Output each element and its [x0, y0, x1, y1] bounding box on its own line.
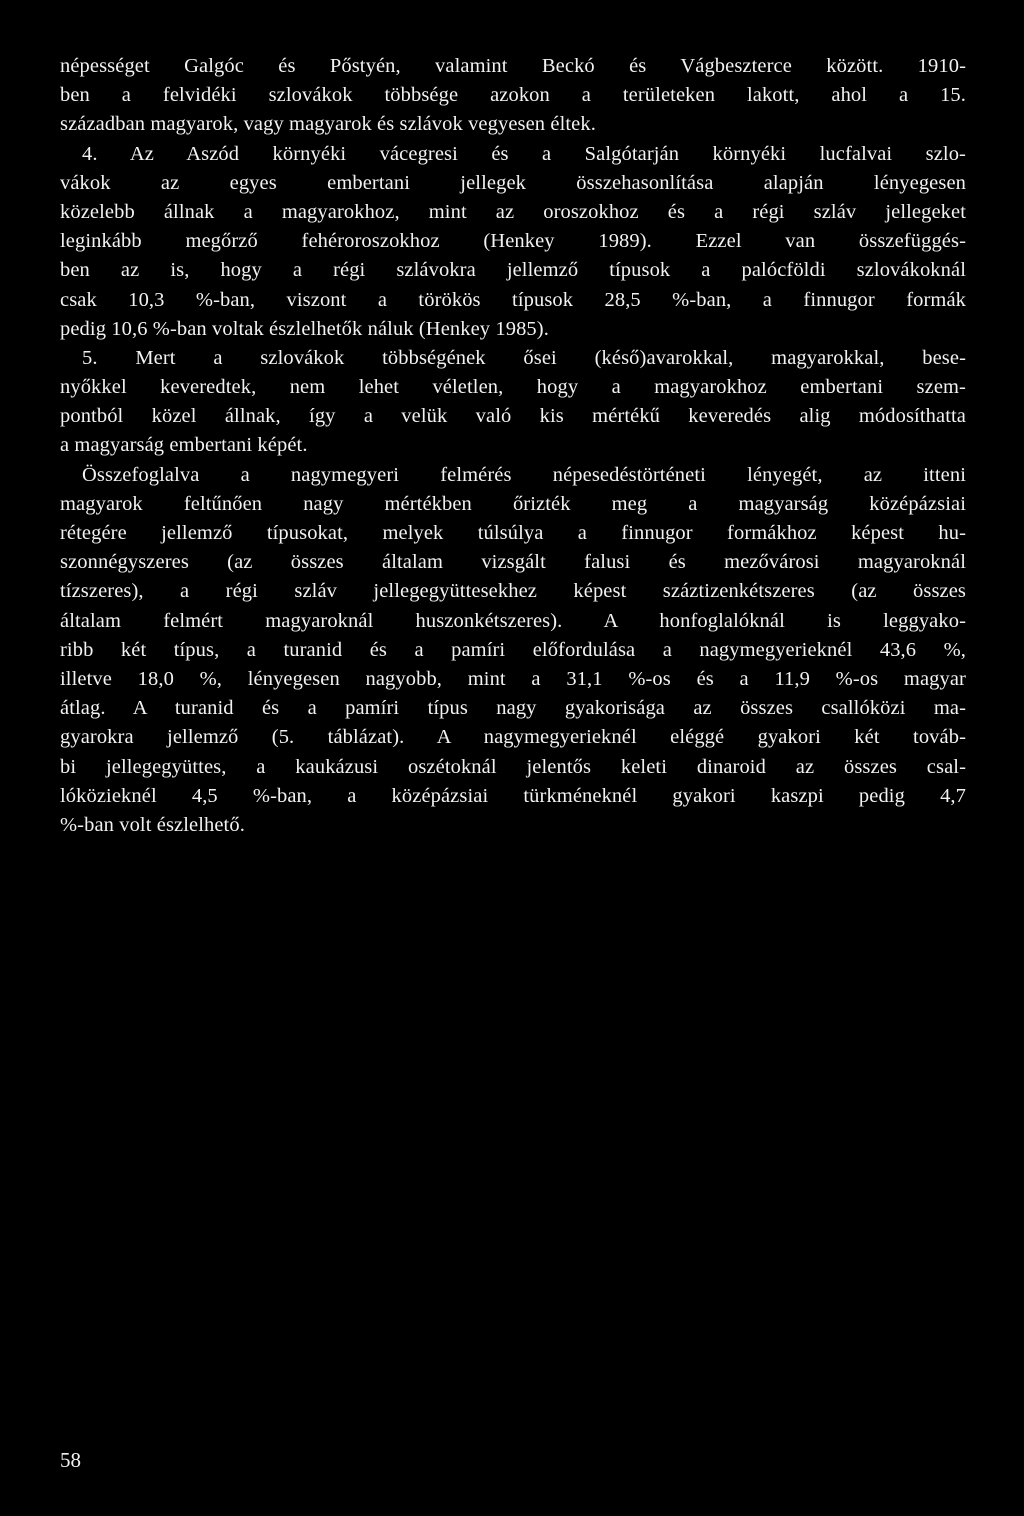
page-number: 58 [60, 1448, 81, 1472]
text-line: lóközieknél 4,5 %-ban, a középázsiai türkméneknél gyakori kaszpi pedig 4,7 [60, 784, 966, 807]
text-line: szonnégyszeres (az összes általam vizsgált falusi és mezővárosi magyaroknál [60, 551, 966, 574]
text-line: népességet Galgóc és Pőstyén, valamint Beckó és Vágbeszterce között. 1910- [60, 55, 966, 77]
text-line: leginkább megőrző fehéroroszokhoz (Henkey 1989). Ezzel van összefüggés- [60, 230, 966, 253]
text-line: a magyarság embertani képét. [60, 434, 308, 457]
text-line: ben az is, hogy a régi szlávokra jellemző típusok a palócföldi szlovákoknál [60, 259, 966, 282]
text-line: vákok az egyes embertani jellegek összehasonlítása alapján lényegesen [60, 171, 966, 194]
text-line: csak 10,3 %-ban, viszont a törökös típusok 28,5 %-ban, a finnugor formák [60, 288, 966, 311]
text-line: ribb két típus, a turanid és a pamíri előfordulása a nagymegyerieknél 43,6 %, [60, 638, 966, 661]
text-line: pedig 10,6 %-ban voltak észlelhetők náluk (Henkey 1985). [60, 317, 549, 340]
text-line: illetve 18,0 %, lényegesen nagyobb, mint a 31,1 %-os és a 11,9 %-os magyar [60, 667, 966, 690]
text-line: 4. Az Aszód környéki vácegresi és a Salgótarján környéki lucfalvai szlo- [82, 142, 966, 165]
text-line: %-ban volt észlelhető. [60, 813, 245, 836]
text-line: Összefoglalva a nagymegyeri felmérés népesedéstörténeti lényegét, az itteni [82, 463, 966, 486]
text-line: 5. Mert a szlovákok többségének ősei (késő)avarokkal, magyarokkal, bese- [82, 346, 966, 369]
text-line: bi jellegegyüttes, a kaukázusi oszétoknál jelentős keleti dinaroid az összes csal- [60, 755, 966, 778]
text-line: ben a felvidéki szlovákok többsége azokon a területeken lakott, ahol a 15. [60, 84, 966, 107]
text-line: közelebb állnak a magyarokhoz, mint az oroszokhoz és a régi szláv jellegeket [60, 200, 966, 223]
text-line: tízszeres), a régi szláv jellegegyüttesekhez képest száztizenkétszeres (az összes [60, 580, 966, 603]
text-line: pontból közel állnak, így a velük való kis mértékű keveredés alig módosíthatta [60, 405, 966, 428]
text-line: nyőkkel keveredtek, nem lehet véletlen, hogy a magyarokhoz embertani szem- [60, 376, 966, 399]
text-line: gyarokra jellemző (5. táblázat). A nagymegyerieknél eléggé gyakori két továb- [60, 726, 966, 749]
text-line: átlag. A turanid és a pamíri típus nagy gyakorisága az összes csallóközi ma- [60, 697, 966, 720]
text-line: században magyarok, vagy magyarok és szlávok vegyesen éltek. [60, 113, 596, 136]
text-line: magyarok feltűnően nagy mértékben őrizték meg a magyarság középázsiai [60, 492, 966, 515]
page-body [60, 52, 966, 840]
text-line: általam felmért magyaroknál huszonkétszeres). A honfoglalóknál is leggyako- [60, 609, 966, 632]
text-line: rétegére jellemző típusokat, melyek túlsúlya a finnugor formákhoz képest hu- [60, 522, 966, 544]
